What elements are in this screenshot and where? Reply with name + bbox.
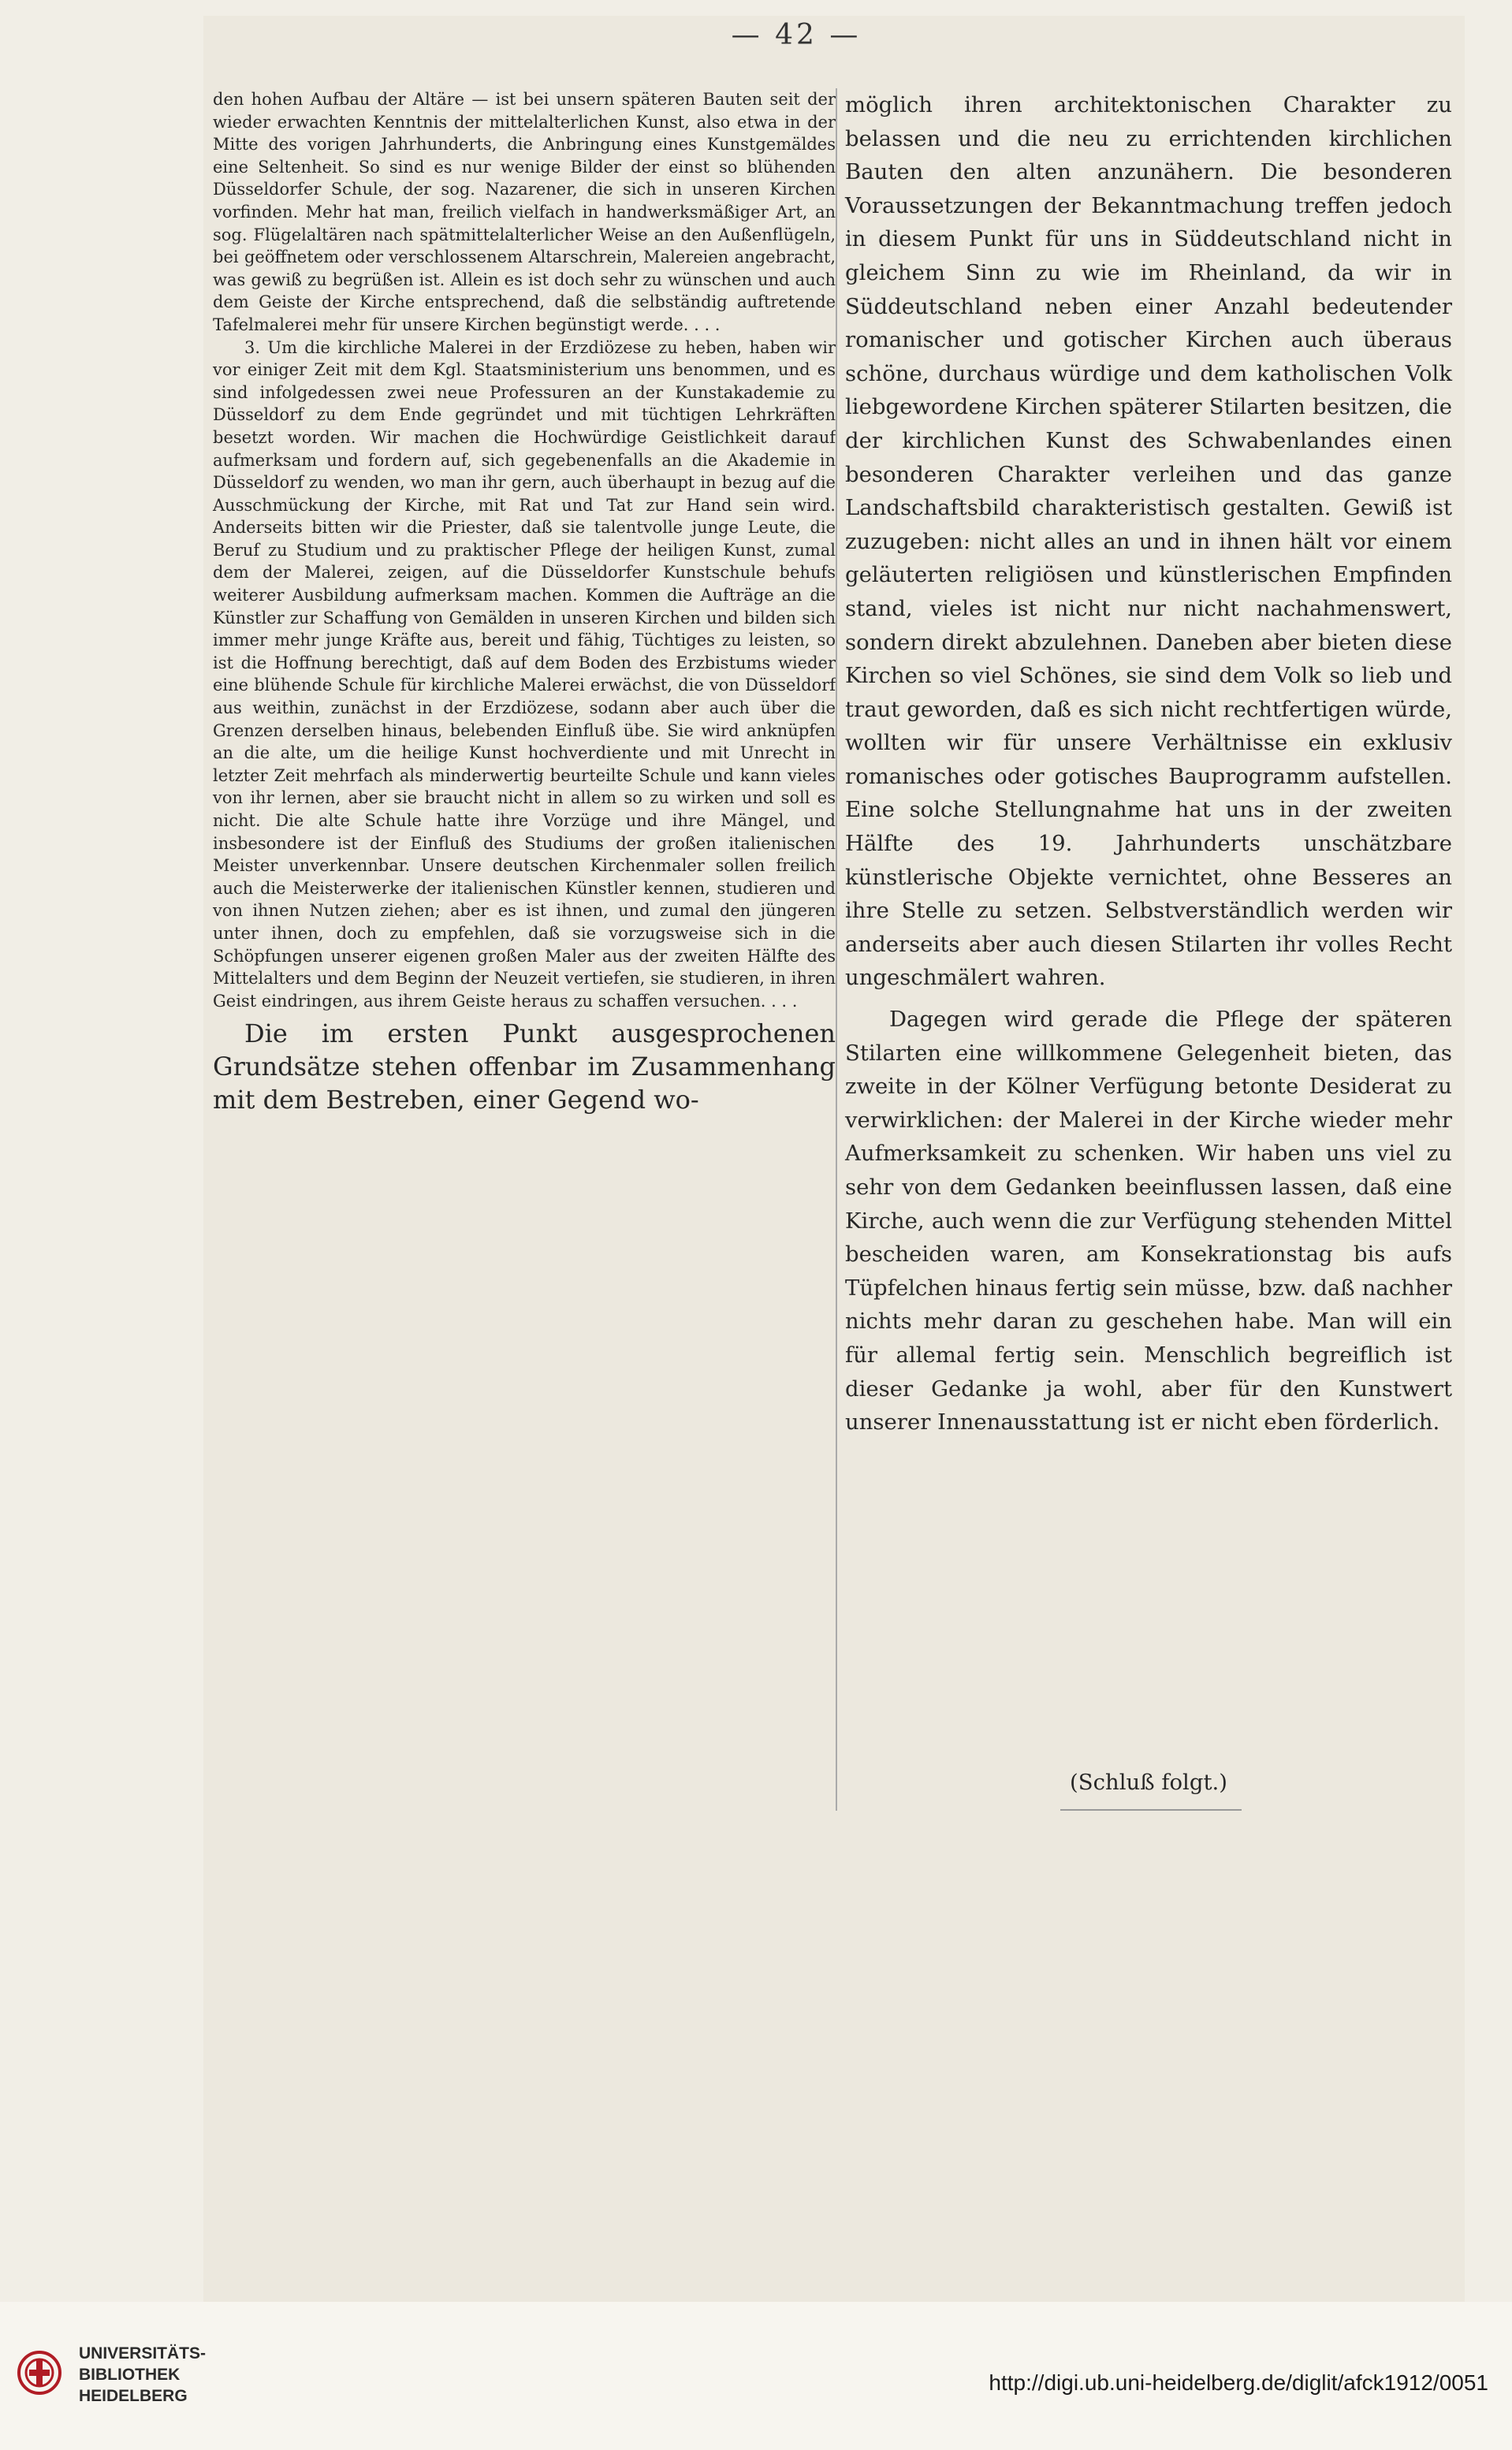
right-paragraph-1: möglich ihren architektonischen Charakter zu belassen und die neu zu errichtenden kirchlichen Bauten den alten anzunähern. Die besonderen Voraussetzungen der Bekanntmachung treffen jedoch in diesem Punkt für uns in Süddeutschland nicht in gleichem Sinn zu wie im Rheinland, da wir in Süddeutschland neben einer Anzahl bedeutender romanischer und gotischer Kirchen auch überaus schöne, durchaus würdige und dem katholischen Volk liebgewordene Kirchen späterer Stilarten besitzen, die der kirchlichen Kunst des Schwabenlandes einen besonderen Charakter verleihen und das ganze Landschaftsbild charakteristisch gestalten. Gewiß ist zuzugeben: nicht alles an und in ihnen hält vor einem geläuterten religiösen und künstlerischen Empfinden stand, vieles ist nicht nur nicht nachahmenswert, sondern direkt abzulehnen. Daneben aber bieten diese Kirchen so viel Schönes, sie sind dem Volk so lieb und traut geworden, daß es sich nicht rechtfertigen würde, wollten wir für unsere Verhältnisse ein exklusiv romanisches oder gotisches Bauprogramm aufstellen. Eine solche Stellungnahme hat uns in der zweiten Hälfte des 19. Jahrhunderts unschätzbare künstlerische Objekte vernichtet, ohne Besseres an ihre Stelle zu setzen. Selbstverständlich werden wir anderseits aber auch diesen Stilarten ihr volles Recht ungeschmälert wahren. [845,92,1452,991]
source-url-link[interactable]: http://digi.ub.uni-heidelberg.de/diglit/afck1912/0051 [989,2370,1488,2395]
library-line-1: UNIVERSITÄTS- [79,2344,207,2362]
library-line-3: HEIDELBERG [79,2387,188,2405]
end-rule [1060,1809,1242,1811]
university-seal-icon [16,2341,63,2404]
right-paragraph-2: Dagegen wird gerade die Pflege der späteren Stilarten eine willkommene Gelegenheit bieten, das zweite in der Kölner Verfügung betonte Desiderat zu verwirklichen: der Malerei in der Kirche wieder mehr Aufmerksamkeit zu schenken. Wir haben uns viel zu sehr von dem Gedanken beeinflussen lassen, daß eine Kirche, auch wenn die zur Verfügung stehenden Mittel bescheiden waren, am Konsekrationstag bis aufs Tüpfelchen hinaus fertig sein müsse, bzw. daß nachher nichts mehr daran zu geschehen habe. Man will ein für allemal fertig sein. Menschlich begreiflich ist dieser Gedanke ja wohl, aber für den Kunstwert unserer Innenausstattung ist er nicht eben förderlich. [845,1007,1452,1435]
column-divider [836,88,837,1811]
library-line-2: BIBLIOTHEK [79,2366,181,2384]
left-paragraph-3: Die im ersten Punkt ausgesprochenen Grundsätze stehen offenbar im Zusammenhang mit dem Bestreben, einer Gegend wo- [213,1018,836,1115]
left-paragraph-1: den hohen Aufbau der Altäre — ist bei unsern späteren Bauten seit der wieder erwachten Kenntnis der mittelalterlichen Kunst, also etwa in der Mitte des vorigen Jahrhunderts, die Anbringung eines Kunstgemäldes eine Seltenheit. So sind es nur wenige Bilder der einst so blühenden Düsseldorfer Schule, der sog. Nazarener, die sich in unseren Kirchen vorfinden. Mehr hat man, freilich vielfach in handwerksmäßiger Art, an sog. Flügelaltären nach spätmittelalterlicher Weise an den Außenflügeln, bei geöffnetem oder verschlossenem Altarschrein, Malereien angebracht, was gewiß zu begrüßen ist. Allein es ist doch sehr zu wünschen und auch dem Geiste der Kirche entsprechend, daß die selbständig auftretende Tafelmalerei mehr für unsere Kirchen begünstigt werde. . . . [213,90,836,334]
page-number: — 42 — [731,19,862,51]
library-name [79,2343,206,2407]
left-column [213,88,836,1116]
right-column [845,88,1452,1439]
continuation-note: (Schluß folgt.) [1070,1770,1227,1795]
left-paragraph-2: 3. Um die kirchliche Malerei in der Erzdiözese zu heben, haben wir vor einiger Zeit mit dem Kgl. Staatsministerium uns benommen, und es sind infolgedessen zwei neue Professuren an der Kunstakademie zu Düsseldorf zu dem Ende gegründet und mit tüchtigen Lehrkräften besetzt worden. Wir machen die Hochwürdige Geistlichkeit darauf aufmerksam und fordern auf, sich gegebenenfalls an die Akademie in Düsseldorf zu wenden, wo man ihr gern, auch überhaupt in bezug auf die Ausschmückung der Kirche, mit Rat und Tat zur Hand sein wird. Anderseits bitten wir die Priester, daß sie talentvolle junge Leute, die Beruf zu Studium und zu praktischer Pflege der heiligen Kunst, zumal dem der Malerei, zeigen, auf die Düsseldorfer Kunstschule behufs weiterer Ausbildung aufmerksam machen. Kommen die Aufträge an die Künstler zur Schaffung von Gemälden in unseren Kirchen und bilden sich immer mehr junge Kräfte aus, bereit und fähig, Tüchtiges zu leisten, so ist die Hoffnung berechtigt, daß auf dem Boden des Erzbistums wieder eine blühende Schule für kirchliche Malerei erwächst, die von Düsseldorf aus weithin, zunächst in der Erzdiözese, sodann aber auch über die Grenzen derselben hinaus, belebenden Einfluß übe. Sie wird anknüpfen an die alte, um die heilige Kunst hochverdiente und mit Unrecht in letzter Zeit mehrfach als minderwertig beurteilte Schule und kann vieles von ihr lernen, aber sie braucht nicht in allem so zu wirken und soll es nicht. Die alte Schule hatte ihre Vorzüge und ihre Mängel, und insbesondere ist der Einfluß des Studiums der großen italienischen Meister unverkennbar. Unsere deutschen Kirchenmaler sollen freilich auch die Meisterwerke der italienischen Künstler kennen, studieren und von ihnen Nutzen ziehen; aber es ist ihnen, und zumal den jüngeren unter ihnen, doch zu empfehlen, daß sie vorzugsweise sich in die Schöpfungen unserer eigenen großen Maler aus der zweiten Hälfte des Mittelalters und dem Beginn der Neuzeit vertiefen, sie studieren, in ihren Geist eindringen, aus ihrem Geiste heraus zu schaffen versuchen. . . . [213,337,836,1011]
